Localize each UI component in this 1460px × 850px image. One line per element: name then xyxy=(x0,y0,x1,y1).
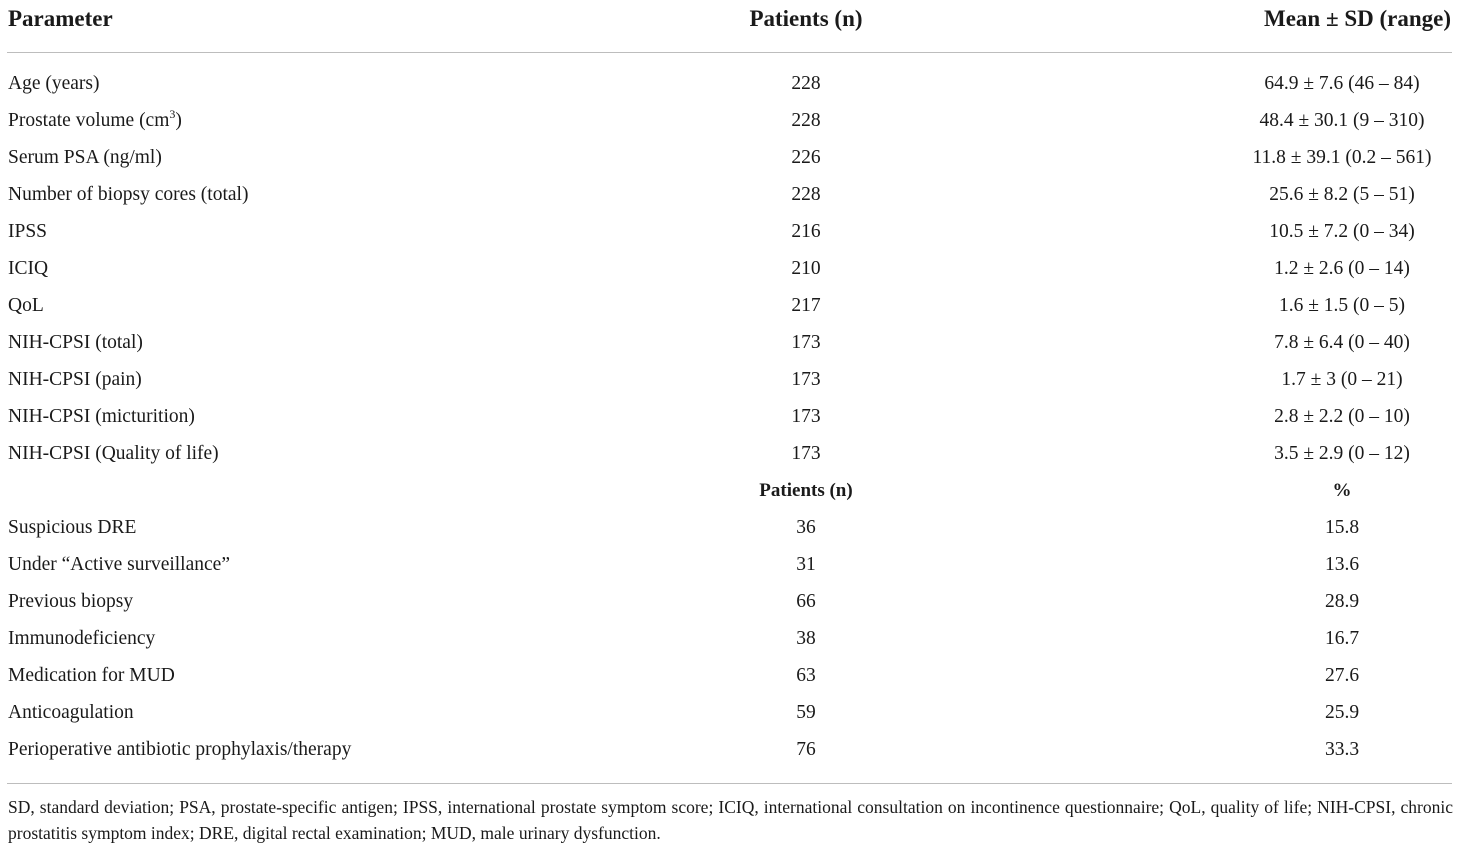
subheader-patients: Patients (n) xyxy=(759,480,853,501)
row-parameter: Under “Active surveillance” xyxy=(8,554,230,575)
row-value: 1.6 ± 1.5 (0 – 5) xyxy=(1278,295,1406,316)
row-value: 13.6 xyxy=(1324,554,1360,575)
row-patients: 66 xyxy=(796,591,816,612)
table-row xyxy=(0,694,1460,731)
row-patients: 59 xyxy=(796,702,816,723)
row-patients: 210 xyxy=(791,258,821,279)
row-parameter: Medication for MUD xyxy=(8,665,175,686)
row-patients: 173 xyxy=(791,332,821,353)
table-row xyxy=(0,435,1460,472)
row-value: 64.9 ± 7.6 (46 – 84) xyxy=(1264,73,1420,94)
table-row xyxy=(0,139,1460,176)
row-patients: 226 xyxy=(791,147,821,168)
row-patients: 216 xyxy=(791,221,821,242)
table-row xyxy=(0,176,1460,213)
row-value: 48.4 ± 30.1 (9 – 310) xyxy=(1259,110,1425,131)
table-row xyxy=(0,509,1460,546)
row-parameter: QoL xyxy=(8,295,44,316)
row-parameter: NIH-CPSI (total) xyxy=(8,332,143,353)
table-row xyxy=(0,250,1460,287)
row-patients: 36 xyxy=(796,517,816,538)
row-value: 7.8 ± 6.4 (0 – 40) xyxy=(1274,332,1410,353)
row-value: 25.6 ± 8.2 (5 – 51) xyxy=(1269,184,1415,205)
table-row xyxy=(0,398,1460,435)
row-parameter: Anticoagulation xyxy=(8,702,134,723)
row-patients: 38 xyxy=(796,628,816,649)
row-value: 3.5 ± 2.9 (0 – 12) xyxy=(1274,443,1410,464)
row-parameter: IPSS xyxy=(8,221,48,242)
table-row xyxy=(0,102,1460,139)
table-row xyxy=(0,731,1460,768)
row-value: 28.9 xyxy=(1324,591,1360,612)
row-value: 27.6 xyxy=(1324,665,1360,686)
row-patients: 63 xyxy=(796,665,816,686)
table-row xyxy=(0,546,1460,583)
row-patients: 228 xyxy=(791,73,821,94)
header-divider xyxy=(7,52,1452,53)
row-parameter: NIH-CPSI (Quality of life) xyxy=(8,443,219,464)
table-row xyxy=(0,324,1460,361)
row-parameter: Perioperative antibiotic prophylaxis/therapy xyxy=(8,739,352,760)
row-patients: 173 xyxy=(791,443,821,464)
row-parameter: Age (years) xyxy=(8,73,100,94)
row-patients: 228 xyxy=(791,184,821,205)
row-value: 10.5 ± 7.2 (0 – 34) xyxy=(1269,221,1415,242)
table-row xyxy=(0,657,1460,694)
row-value: 11.8 ± 39.1 (0.2 – 561) xyxy=(1252,147,1432,168)
row-patients: 31 xyxy=(796,554,816,575)
table-row xyxy=(0,620,1460,657)
table-row xyxy=(0,287,1460,324)
table-footnote: SD, standard deviation; PSA, prostate-specific antigen; IPSS, international prostate symptom score; ICIQ, international consultation on incontinence questionnaire; QoL, quality of life; NIH-CPSI, chronic prostatitis symptom index; DRE, digital rectal examination; MUD, male urinary dysfunction. xyxy=(8,797,1453,843)
row-value: 16.7 xyxy=(1324,628,1360,649)
header-patients: Patients (n) xyxy=(749,6,863,31)
row-value: 1.2 ± 2.6 (0 – 14) xyxy=(1274,258,1410,279)
footer-divider xyxy=(7,783,1452,784)
row-value: 25.9 xyxy=(1324,702,1360,723)
table-row xyxy=(0,213,1460,250)
row-patients: 76 xyxy=(796,739,816,760)
header-parameter: Parameter xyxy=(8,6,113,31)
row-parameter: NIH-CPSI (pain) xyxy=(8,369,142,390)
row-value: 33.3 xyxy=(1324,739,1360,760)
row-parameter: Suspicious DRE xyxy=(8,517,137,538)
table-row xyxy=(0,583,1460,620)
row-parameter: ICIQ xyxy=(8,258,49,279)
row-value: 2.8 ± 2.2 (0 – 10) xyxy=(1274,406,1410,427)
row-patients: 228 xyxy=(791,110,821,131)
row-patients: 173 xyxy=(791,406,821,427)
row-parameter: Number of biopsy cores (total) xyxy=(8,184,249,205)
row-parameter: Prostate volume $(cm^3)$ xyxy=(8,107,182,131)
row-parameter: NIH-CPSI (micturition) xyxy=(8,406,195,427)
table-row xyxy=(0,65,1460,102)
header-mean-sd: Mean ± SD (range) xyxy=(1263,6,1451,31)
subheader-row xyxy=(0,472,1460,509)
table-body xyxy=(0,65,1460,768)
row-parameter: Immunodeficiency xyxy=(8,628,156,649)
row-value: 15.8 xyxy=(1324,517,1360,538)
row-value: 1.7 ± 3 (0 – 21) xyxy=(1281,369,1403,390)
row-parameter: Serum PSA (ng/ml) xyxy=(8,147,162,168)
row-parameter: Previous biopsy xyxy=(8,591,134,612)
row-patients: 173 xyxy=(791,369,821,390)
row-patients: 217 xyxy=(791,295,821,316)
subheader-percent: % xyxy=(1332,480,1352,501)
table-row xyxy=(0,361,1460,398)
